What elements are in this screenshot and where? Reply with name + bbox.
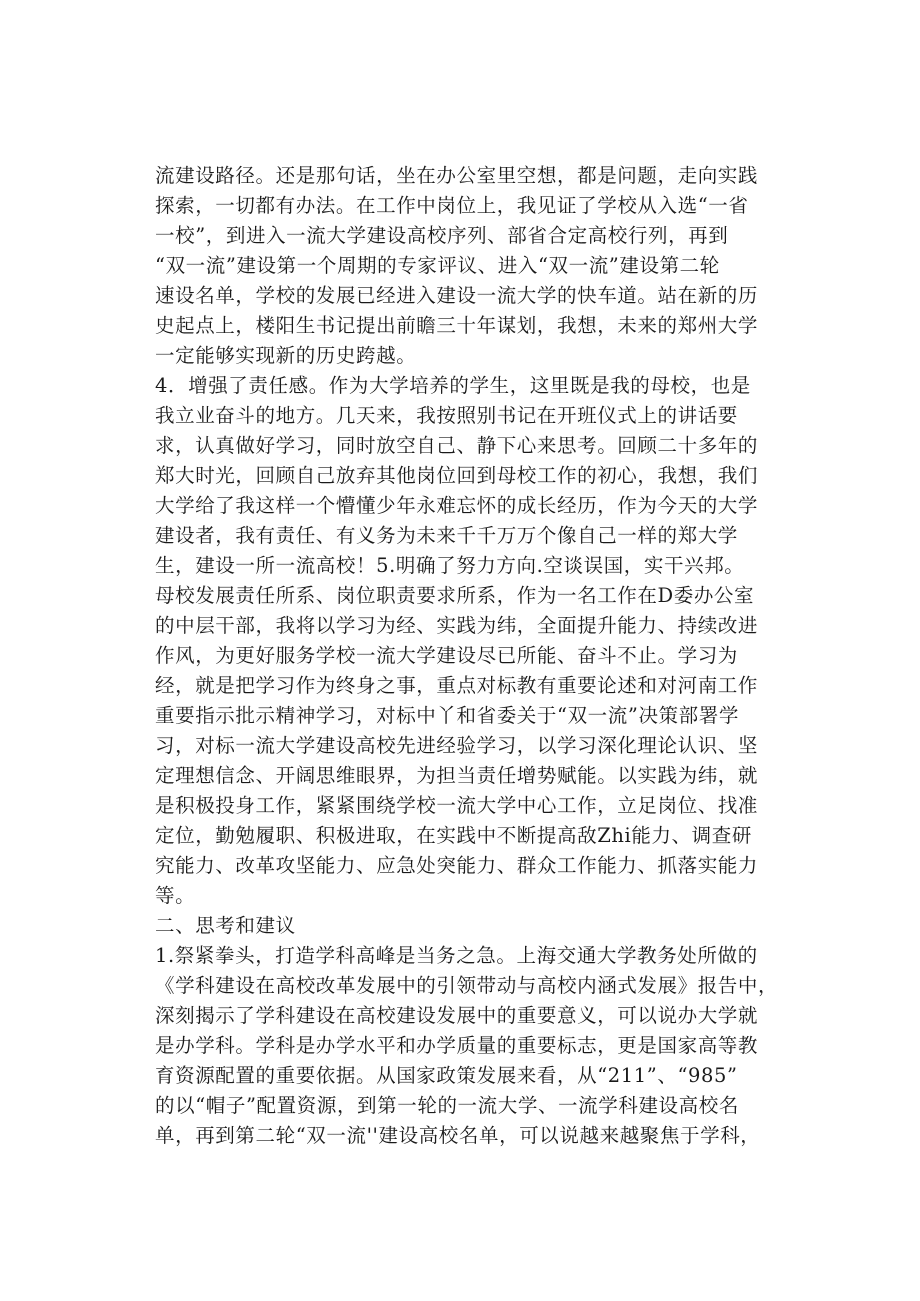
text-line: 是积极投身工作，紧紧围绕学校一流大学中心工作，立足岗位、找准 <box>155 794 759 817</box>
text-line: 单，再到第二轮“双一流''建设高校名单，可以说越来越聚焦于学科， <box>155 1124 761 1147</box>
text-line: 作风，为更好服务学校一流大学建设尽已所能、奋斗不止。学习为 <box>155 644 738 667</box>
text-line: 流建设路径。还是那句话，坐在办公室里空想，都是问题，走向实践 <box>155 164 759 187</box>
text-line: 母校发展责任所系、岗位职责要求所系，作为一名工作在D委办公室 <box>155 584 755 607</box>
text-line: 育资源配置的重要依据。从国家政策发展来看，从“211”、“985” <box>155 1064 738 1087</box>
section-heading: 二、思考和建议 <box>155 914 296 937</box>
text-line: 深刻揭示了学科建设在高校建设发展中的重要意义，可以说办大学就 <box>155 1004 759 1027</box>
text-line: 我立业奋斗的地方。几天来，我按照别书记在开班仪式上的讲话要 <box>155 404 738 427</box>
text-line: 的以“帽子”配置资源，到第一轮的一流大学、一流学科建设高校名 <box>155 1094 739 1117</box>
text-line: 速设名单，学校的发展已经进入建设一流大学的快车道。站在新的历 <box>155 284 759 307</box>
text-line: 重要指示批示精神学习，对标中丫和省委关于“双一流”决策部署学 <box>155 704 739 727</box>
text-line: 定位，勤勉履职、积极进取，在实践中不断提高敌Zhi能力、调查研 <box>155 824 752 847</box>
text-line: 《学科建设在高校改革发展中的引领带动与高校内涵式发展》报告中， <box>155 974 779 997</box>
text-line: 是办学科。学科是办学水平和办学质量的重要标志，更是国家高等教 <box>155 1034 759 1057</box>
text-line: 一校”，到进入一流大学建设高校序列、部省合定高校行列，再到 <box>155 224 729 247</box>
text-line: 生，建设一所一流高校！5.明确了努力方向.空谈误国，实干兴邦。 <box>155 554 745 577</box>
text-line: 等。 <box>155 884 196 907</box>
text-line: 4．增强了责任感。作为大学培养的学生，这里既是我的母校，也是 <box>155 374 751 397</box>
text-line: 探索，一切都有办法。在工作中岗位上，我见证了学校从入选“一省 <box>155 194 749 217</box>
text-line: 定理想信念、开阔思维眼界，为担当责任增势赋能。以实践为纬，就 <box>155 764 759 787</box>
text-line: 经，就是把学习作为终身之事，重点对标教有重要论述和对河南工作 <box>155 674 759 697</box>
text-line: “双一流”建设第一个周期的专家评议、进入“双一流”建设第二轮 <box>155 254 720 277</box>
text-line: 的中层干部，我将以学习为经、实践为纬，全面提升能力、持续改进 <box>155 614 759 637</box>
text-line: 建设者，我有责任、有义务为未来千千万万个像自己一样的郑大学 <box>155 524 738 547</box>
text-line: 郑大时光，回顾自己放弃其他岗位回到母校工作的初心，我想，我们 <box>155 464 759 487</box>
text-line: 史起点上，楼阳生书记提出前瞻三十年谋划，我想，未来的郑州大学 <box>155 314 759 337</box>
text-line: 究能力、改革攻坚能力、应急处突能力、群众工作能力、抓落实能力 <box>155 854 759 877</box>
text-line: 一定能够实现新的历史跨越。 <box>155 344 417 367</box>
text-line: 大学给了我这样一个懵懂少年永难忘怀的成长经历，作为今天的大学 <box>155 494 759 517</box>
text-line: 求，认真做好学习，同时放空自己、静下心来思考。回顾二十多年的 <box>155 434 759 457</box>
text-line: 1.祭紧拳头，打造学科高峰是当务之急。上海交通大学教务处所做的 <box>155 944 758 967</box>
text-line: 习，对标一流大学建设高校先进经验学习，以学习深化理论认识、坚 <box>155 734 759 757</box>
